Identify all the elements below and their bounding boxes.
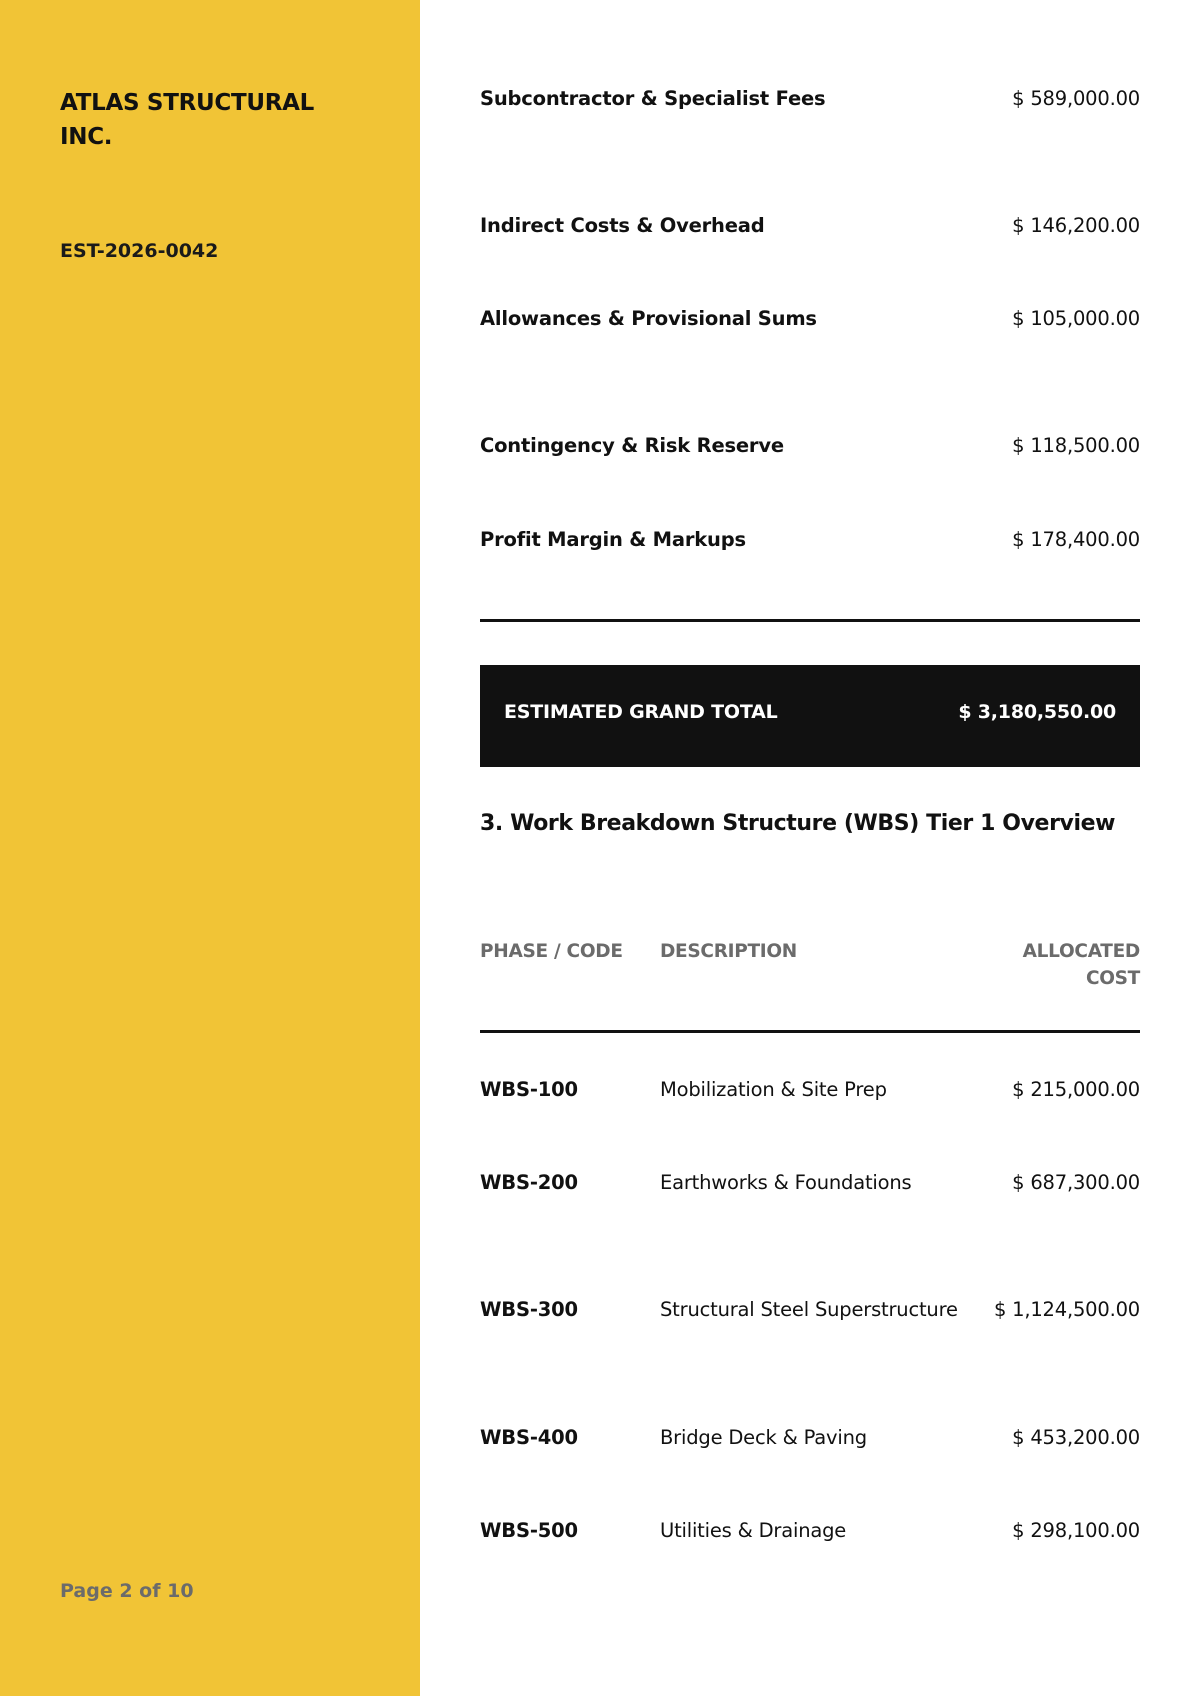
cost-row (480, 211, 1140, 241)
wbs-cost: $ 1,124,500.00 (993, 1298, 1140, 1321)
column-header-code: PHASE / CODE (480, 941, 623, 962)
cost-row (480, 525, 1140, 555)
grand-total-label: ESTIMATED GRAND TOTAL (504, 701, 778, 723)
table-header-divider (480, 1030, 1140, 1033)
table-row (480, 1295, 1140, 1325)
cost-row (480, 84, 1140, 114)
wbs-code: WBS-100 (480, 1078, 578, 1101)
wbs-description: Earthworks & Foundations (660, 1171, 912, 1194)
wbs-cost: $ 687,300.00 (1012, 1171, 1140, 1194)
cost-label: Contingency & Risk Reserve (480, 434, 784, 457)
table-row (480, 1423, 1140, 1453)
cost-label: Subcontractor & Specialist Fees (480, 87, 826, 110)
estimate-id: EST-2026-0042 (60, 240, 219, 262)
cost-value: $ 589,000.00 (1012, 87, 1140, 110)
wbs-code: WBS-200 (480, 1171, 578, 1194)
section-heading: 3. Work Breakdown Structure (WBS) Tier 1 Overview (480, 811, 1116, 836)
grand-total-bar (480, 665, 1140, 767)
wbs-code: WBS-500 (480, 1519, 578, 1542)
cost-label: Profit Margin & Markups (480, 528, 746, 551)
wbs-code: WBS-300 (480, 1298, 578, 1321)
sidebar (0, 0, 420, 1696)
cost-value: $ 105,000.00 (1012, 307, 1140, 330)
table-row (480, 1168, 1140, 1198)
cost-value: $ 178,400.00 (1012, 528, 1140, 551)
grand-total-value: $ 3,180,550.00 (958, 701, 1116, 723)
column-header-cost: ALLOCATED COST (1022, 941, 1140, 989)
wbs-code: WBS-400 (480, 1426, 578, 1449)
wbs-description: Mobilization & Site Prep (660, 1078, 887, 1101)
wbs-cost: $ 215,000.00 (1012, 1078, 1140, 1101)
summary-divider (480, 619, 1140, 622)
cost-label: Indirect Costs & Overhead (480, 214, 765, 237)
wbs-cost: $ 453,200.00 (1012, 1426, 1140, 1449)
main-content (480, 0, 1140, 1696)
table-row (480, 1075, 1140, 1105)
cost-value: $ 118,500.00 (1012, 434, 1140, 457)
cost-row (480, 431, 1140, 461)
cost-value: $ 146,200.00 (1012, 214, 1140, 237)
table-row (480, 1516, 1140, 1546)
cost-row (480, 304, 1140, 334)
wbs-cost: $ 298,100.00 (1012, 1519, 1140, 1542)
wbs-description: Structural Steel Superstructure (660, 1298, 958, 1321)
company-name: ATLAS STRUCTURAL INC. (60, 90, 314, 150)
cost-label: Allowances & Provisional Sums (480, 307, 817, 330)
column-header-description: DESCRIPTION (660, 941, 797, 962)
page-number: Page 2 of 10 (60, 1580, 194, 1602)
wbs-description: Utilities & Drainage (660, 1519, 847, 1542)
wbs-description: Bridge Deck & Paving (660, 1426, 867, 1449)
